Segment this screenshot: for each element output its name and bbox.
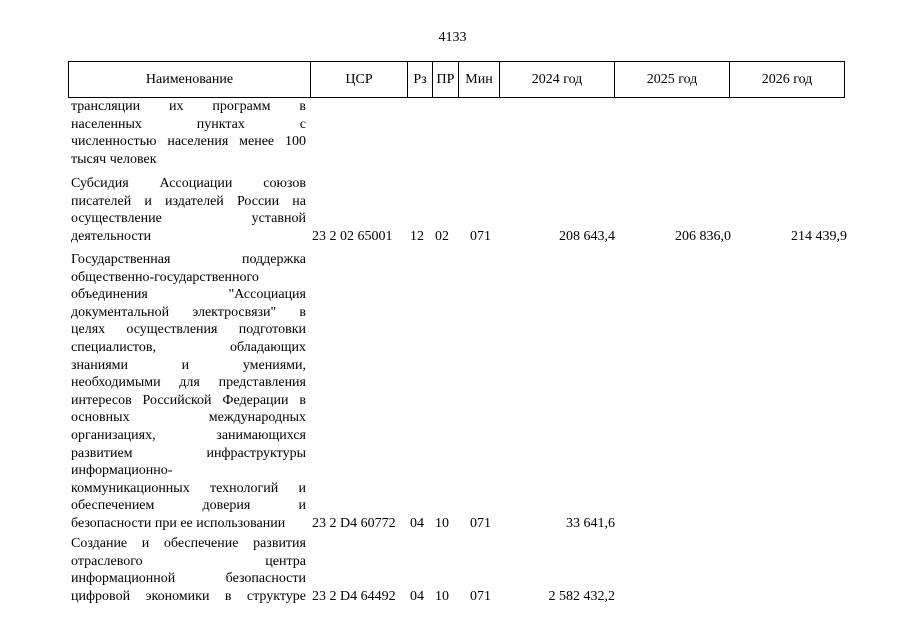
header-name: Наименование (69, 62, 311, 98)
row-name-line: Создание и обеспечение развития (71, 536, 306, 551)
row-name-line: специалистов, обладающих (71, 339, 306, 355)
row-name-line: Государственная поддержка (71, 252, 306, 267)
row-name-line: цифровой экономики в структуре (71, 588, 306, 604)
row-csr: 23 2 D4 60772 (312, 516, 396, 531)
header-2026: 2026 год (730, 62, 845, 98)
row-pr: 02 (435, 228, 449, 244)
row-name-line: безопасности при ее использовании (71, 515, 286, 531)
row-name-line: основных международных (71, 410, 306, 426)
row-name (71, 535, 306, 605)
row-name-line: писателей и издателей России на (71, 193, 306, 209)
row-name-line: информационно- (71, 463, 173, 479)
row-2024: 2 582 432,2 (548, 588, 615, 604)
row-name-line: тысяч человек (71, 151, 157, 167)
row-name-line: общественно-государственного (71, 269, 259, 285)
row-name-line: коммуникационных технологий и (71, 480, 306, 496)
row-name (71, 175, 306, 245)
header-2025: 2025 год (615, 62, 730, 98)
row-name-line: отраслевого центра (71, 553, 306, 569)
row-rz: 04 (410, 588, 424, 604)
row-2025: 206 836,0 (675, 228, 731, 244)
row-csr: 23 2 02 65001 (312, 228, 393, 244)
row-name-line: населенных пунктах с (71, 116, 306, 132)
row-min: 071 (470, 516, 491, 531)
header-rz: Рз (408, 62, 433, 98)
row-name-line: документальной электросвязи" в (71, 304, 306, 320)
row-name-line: интересов Российской Федерации в (71, 392, 306, 408)
page-number: 4133 (438, 30, 467, 45)
row-name-line: информационной безопасности (71, 571, 306, 587)
row-name-line: целях осуществления подготовки (71, 322, 306, 338)
row-name-line: деятельности (71, 228, 152, 244)
row-name-line: трансляции их программ в (71, 99, 306, 114)
row-name-line: осуществление уставной (71, 211, 306, 227)
row-min: 071 (470, 588, 491, 604)
row-csr: 23 2 D4 64492 (312, 588, 396, 604)
row-name-line: обеспечением доверия и (71, 498, 306, 514)
row-rz: 12 (410, 228, 424, 244)
row-name-line: необходимыми для представления (71, 375, 306, 391)
table-header (68, 61, 845, 98)
row-pr: 10 (435, 516, 449, 531)
row-name-line: организациях, занимающихся (71, 427, 306, 443)
header-min: Мин (459, 62, 500, 98)
row-2024: 33 641,6 (566, 516, 615, 531)
row-pr: 10 (435, 588, 449, 604)
row-name (71, 98, 306, 168)
row-2024: 208 643,4 (559, 228, 615, 244)
row-name-line: объединения "Ассоциация (71, 287, 306, 303)
row-name (71, 251, 306, 533)
row-name-line: знаниями и умениями, (71, 357, 306, 373)
row-2026: 214 439,9 (791, 228, 847, 244)
header-2024: 2024 год (500, 62, 615, 98)
header-pr: ПР (433, 62, 459, 98)
row-rz: 04 (410, 516, 424, 531)
row-name-line: численностью населения менее 100 (71, 134, 306, 150)
row-name-line: Субсидия Ассоциации союзов (71, 176, 306, 191)
row-name-line: развитием инфраструктуры (71, 445, 306, 461)
header-csr: ЦСР (311, 62, 408, 98)
row-min: 071 (470, 228, 491, 244)
